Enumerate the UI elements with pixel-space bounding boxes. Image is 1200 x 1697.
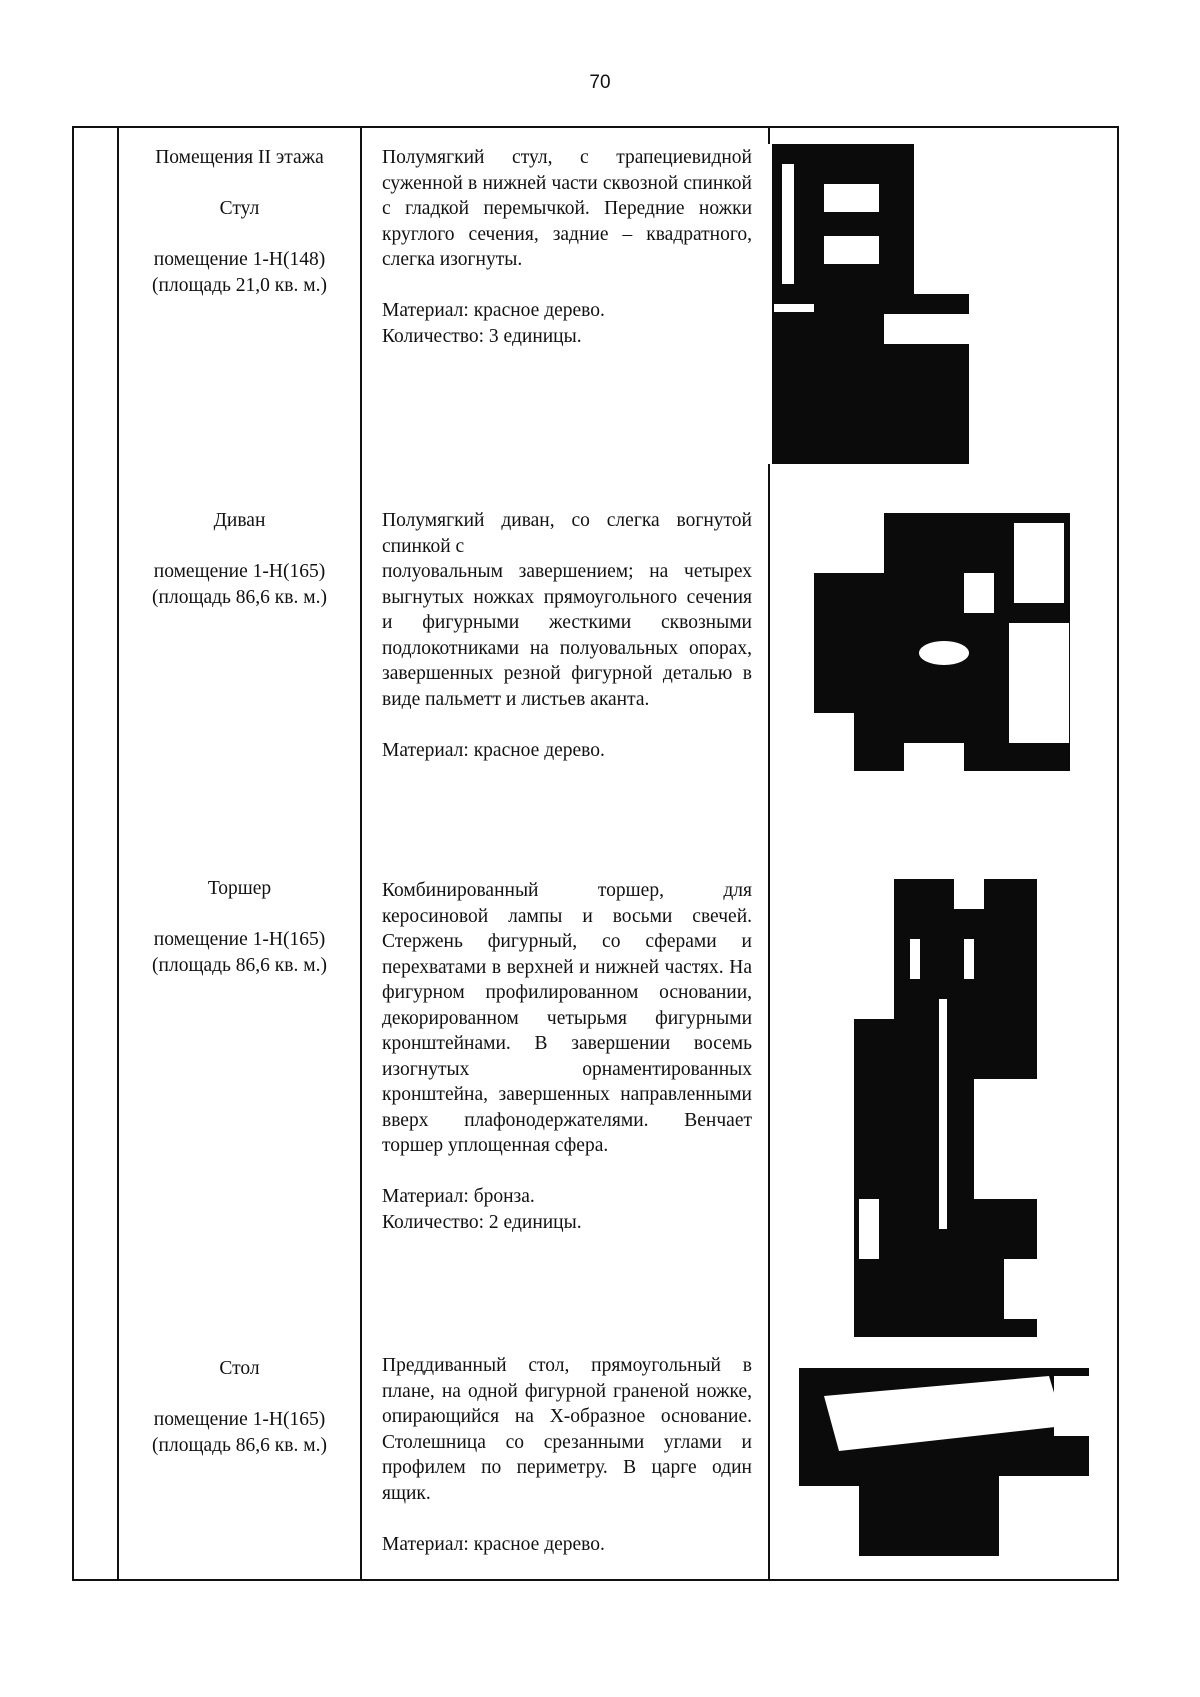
- description-cell-table: [382, 1353, 752, 1557]
- description-cell-lamp: [382, 878, 752, 1235]
- sofa-photo: [814, 513, 1070, 771]
- description-cell-sofa: [382, 508, 752, 763]
- description-cell-chair: [382, 145, 752, 349]
- chair-photo: [764, 144, 969, 464]
- floor-lamp-photo: [854, 879, 1037, 1337]
- item-description: Комбинированный торшер, для керосиновой лампы и восьми свечей. Стержень фигурный, со сферами и перехватами в верхней и нижней частях. На фигурном профилированном основании, декорированном четырьмя фигурными кронштейнами. В завершении восемь изогнутых орнаментированных кронштейна, завершенных направленными вверх плафонодержателями. Венчает торшер уплощенная сфера.: [382, 880, 752, 1156]
- item-description: Преддиванный стол, прямоугольный в плане, на одной фигурной граненой ножке, опирающийся на Х-образное основание. Столешница со срезанными углами и профилем по периметру. В царге один ящик.: [382, 1355, 752, 1504]
- item-name: Торшер: [207, 878, 272, 899]
- item-name: Стол: [219, 1358, 260, 1379]
- room-info: помещение 1-Н(165) (площадь 86,6 кв. м.): [152, 929, 327, 976]
- item-description: Полумягкий стул, с трапециевидной суженной в нижней части сквозной спинкой с гладкой перемычкой. Передние ножки круглого сечения, задние – квадратного, слегка изогнуты.: [382, 147, 752, 270]
- item-name: Диван: [213, 510, 266, 531]
- place-cell-lamp: [119, 876, 360, 978]
- item-material: Материал: красное дерево. Количество: 3 единицы.: [382, 300, 605, 347]
- inventory-table: [72, 126, 1119, 1581]
- room-info: помещение 1-Н(165) (площадь 86,6 кв. м.): [152, 1409, 327, 1456]
- place-cell-table: [119, 1356, 360, 1458]
- table-photo: [799, 1356, 1089, 1556]
- item-material: Материал: бронза. Количество: 2 единицы.: [382, 1186, 582, 1233]
- room-info: помещение 1-Н(148) (площадь 21,0 кв. м.): [152, 249, 327, 296]
- place-cell-chair: [119, 145, 360, 298]
- item-name: Стул: [219, 198, 260, 219]
- item-material: Материал: красное дерево.: [382, 1533, 605, 1555]
- item-description: Полумягкий диван, со слегка вогнутой спинкой с полуовальным завершением; на четырех выгнутых ножках прямоугольного сечения и фигурными жесткими сквозными подлокотниками на полуовальных опорах, завершенных резной фигурной деталью в виде пальметт и листьев аканта.: [382, 510, 752, 710]
- floor-heading: Помещения II этажа: [155, 147, 324, 168]
- item-material: Материал: красное дерево.: [382, 739, 605, 761]
- place-cell-sofa: [119, 508, 360, 610]
- column-divider: [360, 128, 362, 1579]
- room-info: помещение 1-Н(165) (площадь 86,6 кв. м.): [152, 561, 327, 608]
- page-number: 70: [589, 72, 611, 93]
